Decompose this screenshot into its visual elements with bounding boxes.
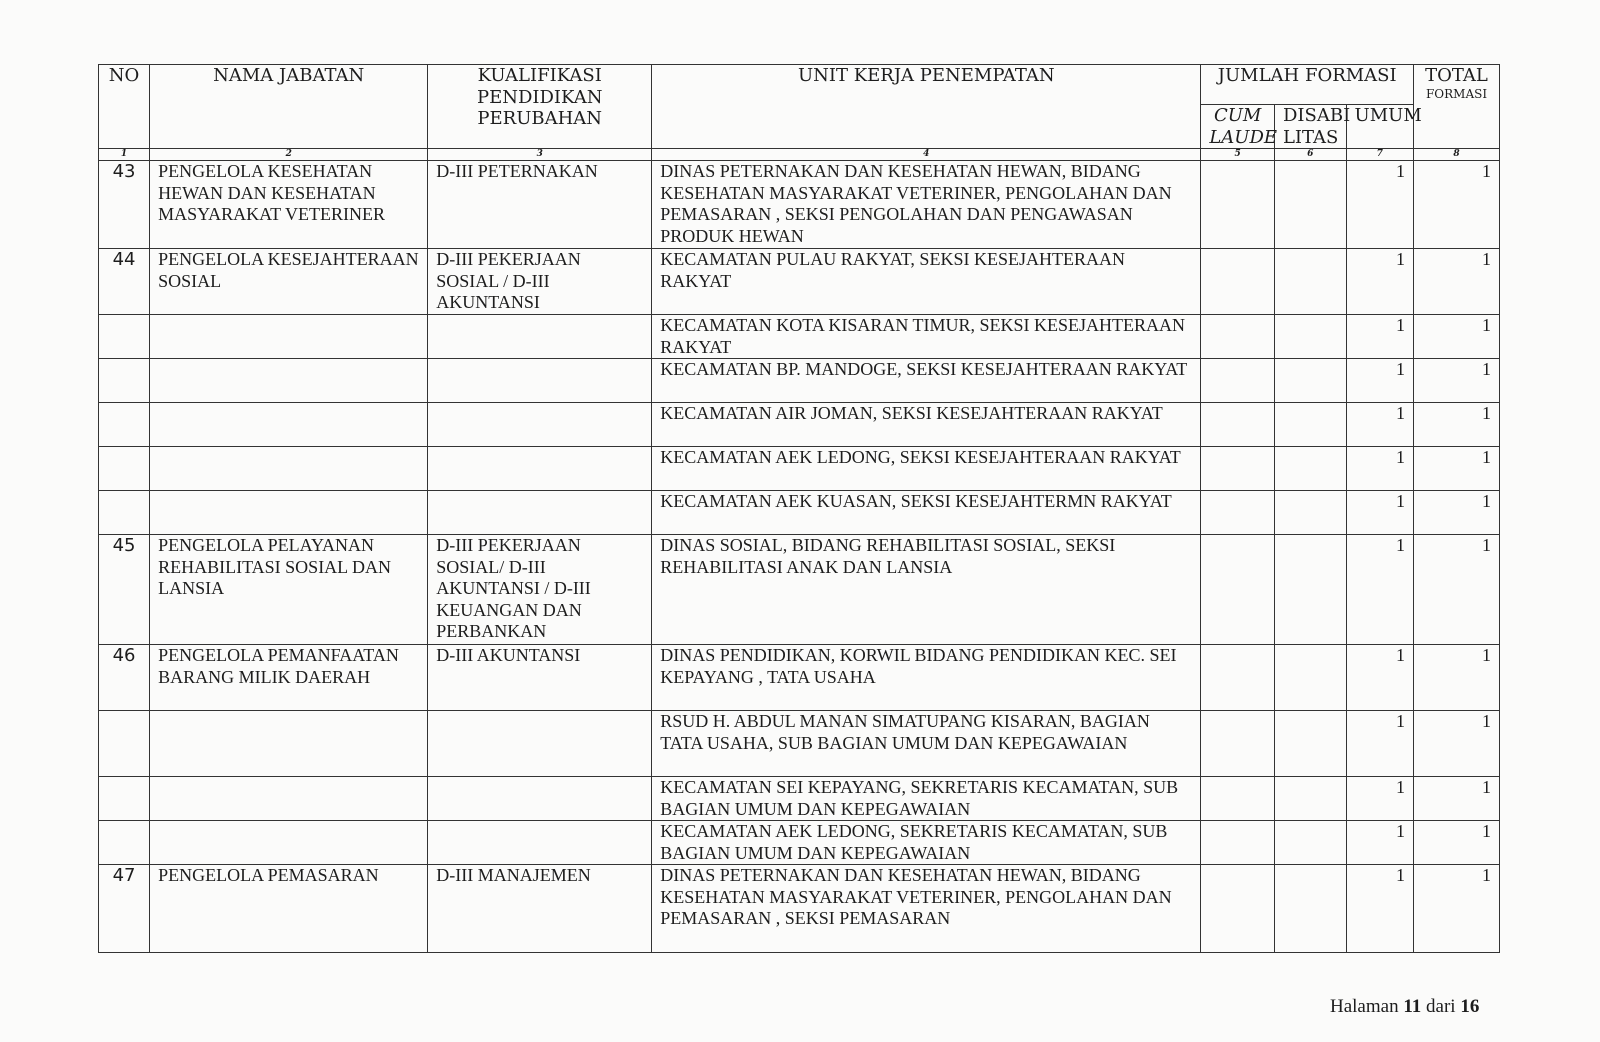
- row-nama-jabatan: [150, 447, 428, 491]
- row-total: 1: [1414, 249, 1500, 315]
- row-unit-kerja: DINAS PETERNAKAN DAN KESEHATAN HEWAN, BIDANG KESEHATAN MASYARAKAT VETERINER, PENGOLAHAN DAN PEMASARAN , SEKSI PENGOLAHAN DAN PENGAWASAN PRODUK HEWAN: [652, 161, 1201, 249]
- row-total: 1: [1414, 161, 1500, 249]
- row-no: 47: [99, 865, 150, 953]
- row-total: 1: [1414, 491, 1500, 535]
- column-number: 4: [652, 149, 1201, 161]
- row-kualifikasi: D-III PEKERJAAN SOSIAL/ D-III AKUNTANSI / D-III KEUANGAN DAN PERBANKAN: [428, 535, 652, 645]
- row-total: 1: [1414, 821, 1500, 865]
- page-footer: [1330, 996, 1479, 1018]
- table-row: [99, 315, 1500, 359]
- row-disabilitas: [1274, 161, 1346, 249]
- header-cum-laude: CUM LAUDE: [1201, 105, 1275, 149]
- row-no: [99, 447, 150, 491]
- footer-page-number: 11: [1403, 996, 1422, 1017]
- row-umum: 1: [1346, 645, 1414, 711]
- table-row: [99, 535, 1500, 645]
- header-unit-kerja: UNIT KERJA PENEMPATAN: [652, 65, 1201, 149]
- row-total: 1: [1414, 777, 1500, 821]
- row-kualifikasi: [428, 403, 652, 447]
- row-total: 1: [1414, 447, 1500, 491]
- row-no: [99, 777, 150, 821]
- table-row: [99, 645, 1500, 711]
- table-row: [99, 711, 1500, 777]
- row-disabilitas: [1274, 535, 1346, 645]
- row-disabilitas: [1274, 447, 1346, 491]
- row-disabilitas: [1274, 711, 1346, 777]
- row-unit-kerja: DINAS PETERNAKAN DAN KESEHATAN HEWAN, BIDANG KESEHATAN MASYARAKAT VETERINER, PENGOLAHAN DAN PEMASARAN , SEKSI PEMASARAN: [652, 865, 1201, 953]
- row-no: 43: [99, 161, 150, 249]
- table-row: [99, 161, 1500, 249]
- footer-prefix: Halaman: [1330, 996, 1399, 1017]
- header-no: NO: [99, 65, 150, 149]
- row-unit-kerja: KECAMATAN AEK KUASAN, SEKSI KESEJAHTERMN RAKYAT: [652, 491, 1201, 535]
- row-nama-jabatan: PENGELOLA KESEHATAN HEWAN DAN KESEHATAN MASYARAKAT VETERINER: [150, 161, 428, 249]
- row-unit-kerja: KECAMATAN AEK LEDONG, SEKSI KESEJAHTERAAN RAKYAT: [652, 447, 1201, 491]
- row-nama-jabatan: [150, 403, 428, 447]
- footer-total-pages: 16: [1460, 996, 1480, 1017]
- row-disabilitas: [1274, 821, 1346, 865]
- row-nama-jabatan: [150, 315, 428, 359]
- row-no: [99, 403, 150, 447]
- row-umum: 1: [1346, 865, 1414, 953]
- row-umum: 1: [1346, 777, 1414, 821]
- row-nama-jabatan: PENGELOLA PEMASARAN: [150, 865, 428, 953]
- row-kualifikasi: D-III MANAJEMEN: [428, 865, 652, 953]
- table-row: [99, 821, 1500, 865]
- header-formasi: FORMASI: [1425, 86, 1488, 101]
- row-total: 1: [1414, 645, 1500, 711]
- row-disabilitas: [1274, 249, 1346, 315]
- row-nama-jabatan: PENGELOLA KESEJAHTERAAN SOSIAL: [150, 249, 428, 315]
- row-cum-laude: [1201, 821, 1275, 865]
- row-unit-kerja: KECAMATAN AIR JOMAN, SEKSI KESEJAHTERAAN RAKYAT: [652, 403, 1201, 447]
- row-disabilitas: [1274, 315, 1346, 359]
- column-number: 8: [1414, 149, 1500, 161]
- row-disabilitas: [1274, 777, 1346, 821]
- column-number: 2: [150, 149, 428, 161]
- row-no: 44: [99, 249, 150, 315]
- row-unit-kerja: DINAS PENDIDIKAN, KORWIL BIDANG PENDIDIKAN KEC. SEI KEPAYANG , TATA USAHA: [652, 645, 1201, 711]
- row-unit-kerja: RSUD H. ABDUL MANAN SIMATUPANG KISARAN, BAGIAN TATA USAHA, SUB BAGIAN UMUM DAN KEPEGAWAIAN: [652, 711, 1201, 777]
- table-row: [99, 865, 1500, 953]
- row-total: 1: [1414, 315, 1500, 359]
- row-kualifikasi: [428, 447, 652, 491]
- column-number: 7: [1346, 149, 1414, 161]
- row-umum: 1: [1346, 359, 1414, 403]
- row-no: 46: [99, 645, 150, 711]
- row-kualifikasi: [428, 711, 652, 777]
- row-cum-laude: [1201, 535, 1275, 645]
- header-umum: UMUM: [1346, 105, 1414, 149]
- row-umum: 1: [1346, 491, 1414, 535]
- row-disabilitas: [1274, 865, 1346, 953]
- row-cum-laude: [1201, 865, 1275, 953]
- row-cum-laude: [1201, 359, 1275, 403]
- row-cum-laude: [1201, 491, 1275, 535]
- row-unit-kerja: KECAMATAN AEK LEDONG, SEKRETARIS KECAMATAN, SUB BAGIAN UMUM DAN KEPEGAWAIAN: [652, 821, 1201, 865]
- row-no: [99, 315, 150, 359]
- row-umum: 1: [1346, 711, 1414, 777]
- row-unit-kerja: DINAS SOSIAL, BIDANG REHABILITASI SOSIAL, SEKSI REHABILITASI ANAK DAN LANSIA: [652, 535, 1201, 645]
- row-cum-laude: [1201, 777, 1275, 821]
- row-total: 1: [1414, 535, 1500, 645]
- row-no: [99, 821, 150, 865]
- row-kualifikasi: [428, 359, 652, 403]
- table-row: [99, 359, 1500, 403]
- row-disabilitas: [1274, 645, 1346, 711]
- table-row: [99, 249, 1500, 315]
- row-umum: 1: [1346, 535, 1414, 645]
- row-total: 1: [1414, 403, 1500, 447]
- row-disabilitas: [1274, 403, 1346, 447]
- row-umum: 1: [1346, 447, 1414, 491]
- row-cum-laude: [1201, 249, 1275, 315]
- header-total-formasi: [1414, 65, 1500, 149]
- row-nama-jabatan: PENGELOLA PEMANFAATAN BARANG MILIK DAERAH: [150, 645, 428, 711]
- column-number: 1: [99, 149, 150, 161]
- column-number: 3: [428, 149, 652, 161]
- column-number: 5: [1201, 149, 1275, 161]
- column-number-row: [99, 149, 1500, 161]
- row-umum: 1: [1346, 821, 1414, 865]
- row-unit-kerja: KECAMATAN KOTA KISARAN TIMUR, SEKSI KESEJAHTERAAN RAKYAT: [652, 315, 1201, 359]
- row-disabilitas: [1274, 491, 1346, 535]
- table-row: [99, 777, 1500, 821]
- row-nama-jabatan: [150, 711, 428, 777]
- row-cum-laude: [1201, 711, 1275, 777]
- row-cum-laude: [1201, 315, 1275, 359]
- row-total: 1: [1414, 359, 1500, 403]
- row-no: 45: [99, 535, 150, 645]
- row-umum: 1: [1346, 315, 1414, 359]
- row-unit-kerja: KECAMATAN BP. MANDOGE, SEKSI KESEJAHTERAAN RAKYAT: [652, 359, 1201, 403]
- footer-middle: dari: [1426, 996, 1456, 1017]
- row-kualifikasi: D-III PEKERJAAN SOSIAL / D-III AKUNTANSI: [428, 249, 652, 315]
- row-nama-jabatan: [150, 821, 428, 865]
- table-row: [99, 447, 1500, 491]
- row-kualifikasi: [428, 821, 652, 865]
- row-total: 1: [1414, 865, 1500, 953]
- row-nama-jabatan: [150, 491, 428, 535]
- row-kualifikasi: [428, 491, 652, 535]
- row-kualifikasi: [428, 777, 652, 821]
- header-disabilitas: DISABI LITAS: [1274, 105, 1346, 149]
- header-nama-jabatan: NAMA JABATAN: [150, 65, 428, 149]
- row-nama-jabatan: [150, 359, 428, 403]
- header-jumlah-formasi: JUMLAH FORMASI: [1201, 65, 1414, 105]
- row-umum: 1: [1346, 161, 1414, 249]
- row-umum: 1: [1346, 249, 1414, 315]
- row-unit-kerja: KECAMATAN PULAU RAKYAT, SEKSI KESEJAHTERAAN RAKYAT: [652, 249, 1201, 315]
- row-unit-kerja: KECAMATAN SEI KEPAYANG, SEKRETARIS KECAMATAN, SUB BAGIAN UMUM DAN KEPEGAWAIAN: [652, 777, 1201, 821]
- row-total: 1: [1414, 711, 1500, 777]
- row-cum-laude: [1201, 645, 1275, 711]
- row-nama-jabatan: [150, 777, 428, 821]
- row-no: [99, 711, 150, 777]
- row-umum: 1: [1346, 403, 1414, 447]
- table-row: [99, 403, 1500, 447]
- header-kualifikasi: KUALIFIKASI PENDIDIKAN PERUBAHAN: [428, 65, 652, 149]
- column-number: 6: [1274, 149, 1346, 161]
- row-kualifikasi: D-III AKUNTANSI: [428, 645, 652, 711]
- table-row: [99, 491, 1500, 535]
- header-total: TOTAL: [1425, 65, 1488, 86]
- row-cum-laude: [1201, 403, 1275, 447]
- row-no: [99, 359, 150, 403]
- row-cum-laude: [1201, 161, 1275, 249]
- row-kualifikasi: D-III PETERNAKAN: [428, 161, 652, 249]
- row-cum-laude: [1201, 447, 1275, 491]
- formasi-table: [98, 64, 1500, 953]
- row-kualifikasi: [428, 315, 652, 359]
- row-no: [99, 491, 150, 535]
- row-disabilitas: [1274, 359, 1346, 403]
- row-nama-jabatan: PENGELOLA PELAYANAN REHABILITASI SOSIAL DAN LANSIA: [150, 535, 428, 645]
